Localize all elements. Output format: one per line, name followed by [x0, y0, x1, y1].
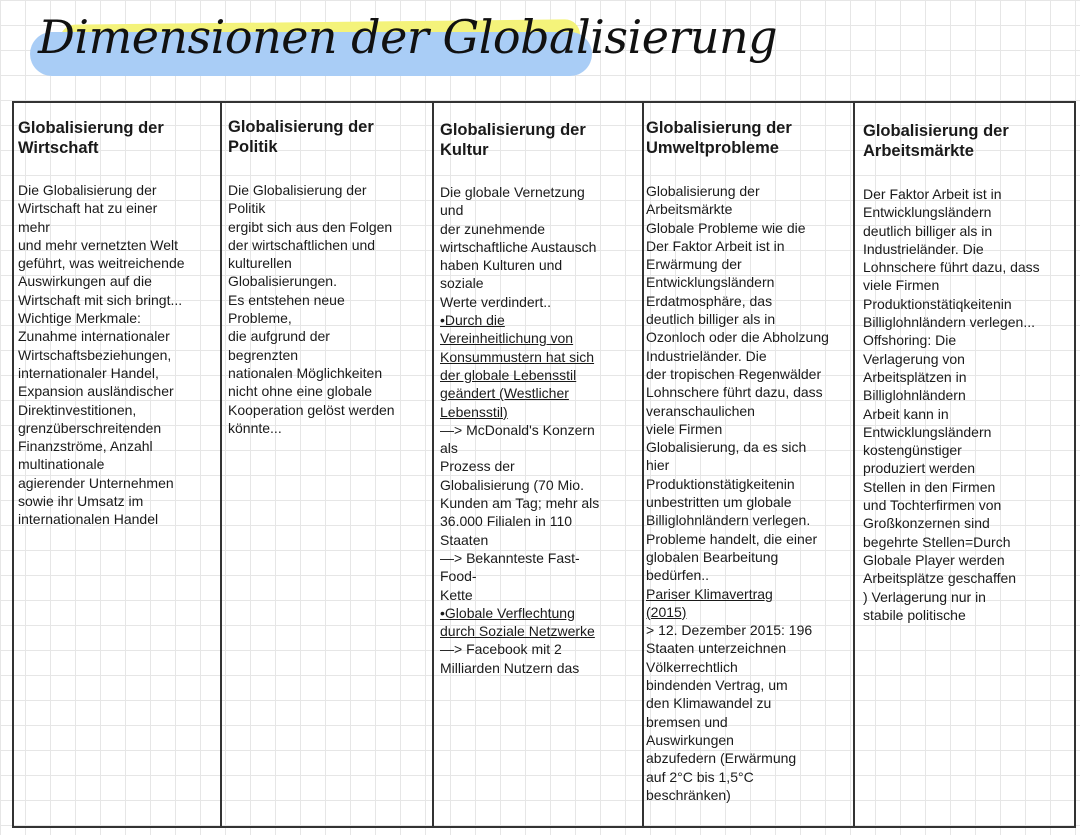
- text-line: internationaler Handel,: [18, 364, 159, 381]
- text-line: Wirtschaft hat zu einer: [18, 200, 158, 217]
- text-line: —> Facebook mit 2: [440, 641, 562, 658]
- heading-line: Kultur: [440, 141, 489, 159]
- text-line: Globalisierungen.: [228, 273, 337, 290]
- column-text: [863, 185, 1070, 624]
- text-line: Ozonloch oder die Abholzung: [646, 329, 829, 346]
- text-line: veranschaulichen: [646, 402, 755, 419]
- text-line: Probleme handelt, die einer: [646, 530, 818, 547]
- heading-line: Arbeitsmärkte: [863, 142, 974, 160]
- column-heading: [863, 121, 1070, 161]
- text-line: viele Firmen: [863, 277, 940, 294]
- text-line: deutlich billiger als in: [863, 222, 993, 239]
- text-line: Arbeitsmärkte: [646, 201, 733, 218]
- text-line: Arbeitsplätzen in: [863, 368, 967, 385]
- text-line: abzufedern (Erwärmung: [646, 750, 797, 767]
- text-line: agierender Unternehmen: [18, 474, 174, 491]
- heading-line: Globalisierung der: [440, 121, 586, 139]
- text-line: Auswirkungen: [646, 731, 734, 748]
- text-line: unbestritten um globale: [646, 494, 792, 511]
- text-line: die aufgrund der: [228, 328, 330, 345]
- text-line: Wirtschaft mit sich bringt...: [18, 291, 183, 308]
- text-line: kostengünstiger: [863, 442, 962, 459]
- text-line: Kooperation gelöst werden: [228, 401, 395, 418]
- column-text: [18, 181, 216, 529]
- text-line: viele Firmen: [646, 420, 723, 437]
- column-wirtschaft: [12, 101, 220, 828]
- text-line: durch Soziale Netzwerke: [440, 623, 595, 640]
- text-line: Die Globalisierung der: [228, 182, 367, 198]
- text-line: ergibt sich aus den Folgen: [228, 218, 393, 235]
- text-line: Probleme,: [228, 310, 292, 327]
- column-umweltprobleme: [644, 101, 853, 828]
- column-heading: [18, 118, 216, 158]
- text-line: begehrte Stellen=Durch: [863, 533, 1011, 550]
- text-line: Völkerrechtlich: [646, 658, 738, 675]
- text-line: Werte verdindert..: [440, 293, 552, 310]
- column-text: [228, 181, 428, 437]
- text-line: geändert (Westlicher: [440, 385, 569, 402]
- text-line: kulturellen: [228, 255, 292, 272]
- text-line: Verlagerung von: [863, 350, 965, 367]
- text-line: Der Faktor Arbeit ist in: [863, 186, 1002, 202]
- heading-line: Wirtschaft: [18, 139, 99, 157]
- text-line: •Globale Verflechtung: [440, 604, 575, 621]
- text-line: und: [440, 202, 464, 219]
- text-line: haben Kulturen und: [440, 257, 563, 274]
- text-line: Billiglohnländern verlegen.: [646, 512, 811, 529]
- text-line: grenzüberschreitenden: [18, 419, 162, 436]
- text-line: Auswirkungen auf die: [18, 273, 152, 290]
- text-line: 36.000 Filialen in 110: [440, 513, 573, 530]
- text-line: Expansion ausländischer: [18, 383, 174, 400]
- text-line: Großkonzernen sind: [863, 515, 990, 532]
- column-kultur: [434, 101, 642, 828]
- heading-line: Globalisierung der: [646, 119, 792, 137]
- text-line: begrenzten: [228, 346, 299, 363]
- text-line: Kunden am Tag; mehr als: [440, 495, 600, 512]
- text-line: Industrieländer. Die: [863, 240, 984, 257]
- text-line: Food-: [440, 568, 477, 585]
- text-line: der wirtschaftlichen und: [228, 236, 376, 253]
- text-line: globalen Bearbeitung: [646, 548, 779, 565]
- text-line: Die globale Vernetzung: [440, 184, 585, 200]
- text-line: Zunahme internationaler: [18, 328, 170, 345]
- text-line: (2015): [646, 603, 687, 620]
- text-line: Produktionstätigkeitenin: [646, 475, 795, 492]
- text-line: Globale Probleme wie die: [646, 219, 806, 236]
- text-line: Entwicklungsländern: [863, 423, 992, 440]
- text-line: Prozess der: [440, 458, 515, 475]
- text-line: sowie ihr Umsatz im: [18, 493, 144, 510]
- text-line: nationalen Möglichkeiten: [228, 364, 383, 381]
- column-text: [440, 183, 638, 677]
- text-line: internationalen Handel: [18, 511, 159, 528]
- text-line: mehr: [18, 218, 50, 235]
- text-line: den Klimawandel zu: [646, 695, 772, 712]
- text-line: Pariser Klimavertrag: [646, 585, 773, 602]
- text-line: Lebensstil): [440, 403, 508, 420]
- text-line: soziale: [440, 275, 484, 292]
- text-line: Arbeit kann in: [863, 405, 949, 422]
- text-line: Erdatmosphäre, das: [646, 292, 773, 309]
- heading-line: Globalisierung der: [18, 119, 164, 137]
- heading-line: Globalisierung der: [863, 122, 1009, 140]
- text-line: Entwicklungsländern: [646, 274, 775, 291]
- column-heading: [440, 120, 638, 160]
- text-line: Der Faktor Arbeit ist in: [646, 237, 785, 254]
- text-line: stabile politische: [863, 606, 966, 623]
- text-line: Industrieländer. Die: [646, 347, 767, 364]
- text-line: Lohnschere führt dazu, dass: [863, 259, 1040, 276]
- text-line: produziert werden: [863, 460, 976, 477]
- text-line: Globale Player werden: [863, 551, 1005, 568]
- text-line: ) Verlagerung nur in: [863, 588, 986, 605]
- text-line: der globale Lebensstil: [440, 366, 577, 383]
- text-line: deutlich billiger als in: [646, 311, 776, 328]
- page-title: Dimensionen der Globalisierung: [38, 10, 778, 64]
- text-line: Die Globalisierung der: [18, 182, 157, 198]
- column-arbeitsmaerkte: [855, 101, 1074, 828]
- text-line: könnte...: [228, 419, 282, 436]
- text-line: Billiglohnländern: [863, 387, 966, 404]
- text-line: Finanzströme, Anzahl: [18, 438, 153, 455]
- text-line: auf 2°C bis 1,5°C: [646, 768, 754, 785]
- text-line: der zunehmende: [440, 220, 546, 237]
- text-line: hier: [646, 457, 670, 474]
- column-text: [646, 182, 849, 804]
- text-line: als: [440, 440, 458, 457]
- text-line: bindenden Vertrag, um: [646, 677, 788, 694]
- text-line: Staaten: [440, 531, 489, 548]
- text-line: bedürfen..: [646, 567, 710, 584]
- text-line: Globalisierung, da es sich: [646, 439, 807, 456]
- text-line: —> Bekannteste Fast-: [440, 549, 580, 566]
- text-line: Vereinheitlichung von: [440, 330, 574, 347]
- text-line: Entwicklungsländern: [863, 204, 992, 221]
- column-politik: [222, 101, 432, 828]
- text-line: Billiglohnländern verlegen...: [863, 314, 1035, 331]
- text-line: Offshoring: Die: [863, 332, 957, 349]
- text-line: Globalisierung (70 Mio.: [440, 476, 584, 493]
- text-line: geführt, was weitreichende: [18, 255, 185, 272]
- text-line: Erwärmung der: [646, 256, 742, 273]
- text-line: Arbeitsplätze geschaffen: [863, 570, 1017, 587]
- text-line: •Durch die: [440, 312, 505, 329]
- text-line: Direktinvestitionen,: [18, 401, 137, 418]
- text-line: Lohnschere führt dazu, dass: [646, 384, 823, 401]
- text-line: Wirtschaftsbeziehungen,: [18, 346, 172, 363]
- text-line: der tropischen Regenwälder: [646, 365, 822, 382]
- text-line: > 12. Dezember 2015: 196: [646, 622, 813, 639]
- text-line: und Tochterfirmen von: [863, 497, 1002, 514]
- text-line: wirtschaftliche Austausch: [440, 238, 597, 255]
- text-line: Es entstehen neue: [228, 291, 345, 308]
- text-line: —> McDonald's Konzern: [440, 421, 595, 438]
- text-line: Wichtige Merkmale:: [18, 310, 141, 327]
- text-line: Politik: [228, 200, 266, 217]
- column-heading: [646, 118, 849, 158]
- heading-line: Umweltprobleme: [646, 139, 779, 157]
- text-line: und mehr vernetzten Welt: [18, 236, 179, 253]
- text-line: Globalisierung der: [646, 183, 760, 199]
- text-line: multinationale: [18, 456, 105, 473]
- heading-line: Globalisierung der: [228, 118, 374, 136]
- text-line: Milliarden Nutzern das: [440, 659, 580, 676]
- heading-line: Politik: [228, 138, 278, 156]
- text-line: nicht ohne eine globale: [228, 383, 373, 400]
- text-line: beschränken): [646, 786, 731, 803]
- title-area: [30, 6, 778, 96]
- text-line: bremsen und: [646, 713, 728, 730]
- text-line: Staaten unterzeichnen: [646, 640, 787, 657]
- text-line: Produktionstätiqkeitenin: [863, 295, 1012, 312]
- column-heading: [228, 117, 428, 157]
- text-line: Konsummustern hat sich: [440, 348, 595, 365]
- text-line: Kette: [440, 586, 473, 603]
- text-line: Stellen in den Firmen: [863, 478, 996, 495]
